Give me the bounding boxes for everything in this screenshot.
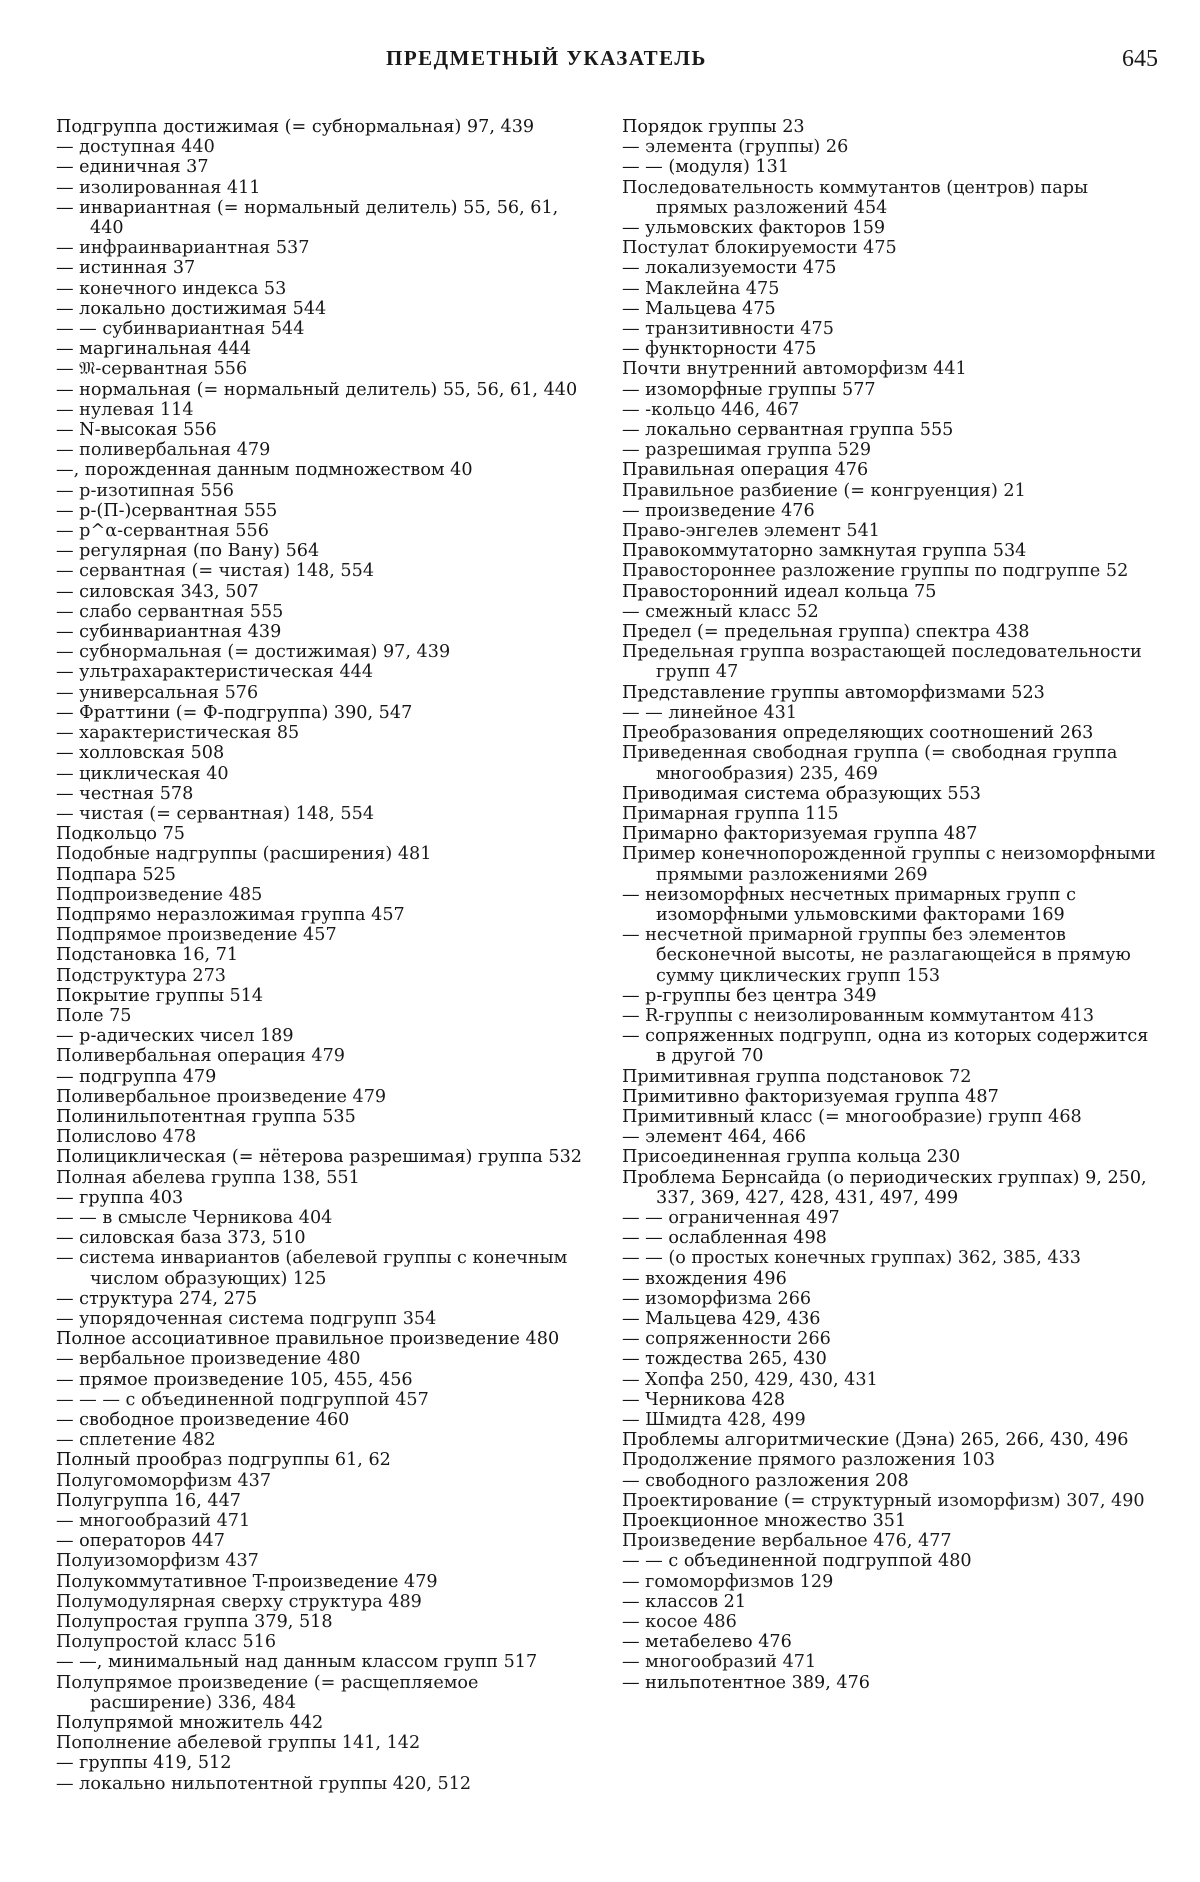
index-entry: — ульмовских факторов 159 bbox=[622, 218, 886, 239]
index-entry: — — с объединенной подгруппой 480 bbox=[622, 1551, 972, 1572]
index-entry: — изоморфные группы 577 bbox=[622, 379, 876, 400]
index-entry: — транзитивности 475 bbox=[622, 319, 834, 340]
index-entry: Полупрямой множитель 442 bbox=[56, 1713, 324, 1734]
index-entry: — сервантная (= чистая) 148, 554 bbox=[56, 561, 375, 582]
index-entry: Поливербальное произведение 479 bbox=[56, 1086, 387, 1107]
index-entry: — разрешимая группа 529 bbox=[622, 440, 872, 461]
index-entry: — доступная 440 bbox=[56, 137, 215, 158]
index-entry: — структура 274, 275 bbox=[56, 1288, 258, 1309]
index-entry: — свободное произведение 460 bbox=[56, 1410, 350, 1430]
index-entry: — поливербальная 479 bbox=[56, 440, 271, 461]
index-entry: — вербальное произведение 480 bbox=[56, 1349, 361, 1370]
index-entry: — многообразий 471 bbox=[622, 1652, 817, 1673]
index-entry: Подпара 525 bbox=[56, 864, 176, 885]
index-entry: Полупрямое произведение (= расщепляемое расширение) 336, 484 bbox=[56, 1672, 479, 1713]
index-entry: — субинвариантная 439 bbox=[56, 622, 282, 643]
index-entry: Приводимая система образующих 553 bbox=[622, 783, 981, 804]
index-entry: Присоединенная группа кольца 230 bbox=[622, 1147, 961, 1168]
index-entry: Проектирование (= структурный изоморфизм) 307, 490 bbox=[622, 1490, 1145, 1511]
index-entry: Подобные надгруппы (расширения) 481 bbox=[56, 844, 432, 865]
index-entry: Порядок группы 23 bbox=[622, 117, 805, 137]
index-entry: — p-изотипная 556 bbox=[56, 480, 234, 501]
index-entry: — p^α-сервантная 556 bbox=[56, 521, 269, 542]
index-entry: Правильная операция 476 bbox=[622, 460, 869, 481]
index-entry: — слабо сервантная 555 bbox=[56, 601, 284, 622]
index-entry: — классов 21 bbox=[622, 1591, 747, 1612]
index-entry: Правильное разбиение (= конгруенция) 21 bbox=[622, 480, 1026, 501]
index-entry: Приведенная свободная группа (= свободная группа многообразия) 235, 469 bbox=[622, 743, 1118, 784]
index-entry: —, порожденная данным подмножеством 40 bbox=[56, 460, 473, 481]
index-entry: — Черникова 428 bbox=[622, 1389, 786, 1410]
index-entry: Предельная группа возрастающей последовательности групп 47 bbox=[622, 642, 1142, 683]
index-entry: — Мальцева 429, 436 bbox=[622, 1308, 821, 1329]
index-entry: — — — с объединенной подгруппой 457 bbox=[56, 1389, 429, 1410]
index-entry: — гомоморфизмов 129 bbox=[622, 1571, 834, 1592]
index-entry: — элемента (группы) 26 bbox=[622, 137, 849, 158]
index-entry: Примитивно факторизуемая группа 487 bbox=[622, 1086, 999, 1107]
index-entry: — система инвариантов (абелевой группы с конечным числом образующих) 125 bbox=[56, 1248, 568, 1289]
index-entry: — косое 486 bbox=[622, 1612, 737, 1633]
index-entry: — локально достижимая 544 bbox=[56, 298, 327, 319]
index-entry: Полициклическая (= нётерова разрешимая) группа 532 bbox=[56, 1147, 582, 1168]
index-entry: Подструктура 273 bbox=[56, 965, 226, 986]
index-entry: — изолированная 411 bbox=[56, 177, 261, 198]
page-header bbox=[56, 42, 1160, 82]
index-entry: — —, минимальный над данным классом групп 517 bbox=[56, 1652, 538, 1673]
index-entry: Последовательность коммутантов (центров) пары прямых разложений 454 bbox=[622, 177, 1089, 218]
index-entry: Проблемы алгоритмические (Дэна) 265, 266, 430, 496 bbox=[622, 1430, 1129, 1451]
index-entry: — сопряженных подгрупп, одна из которых содержится в другой 70 bbox=[622, 1026, 1149, 1067]
index-entry: Представление группы автоморфизмами 523 bbox=[622, 682, 1045, 703]
index-entry: — — субинвариантная 544 bbox=[56, 319, 305, 340]
running-title: ПРЕДМЕТНЫЙ УКАЗАТЕЛЬ bbox=[386, 46, 707, 70]
index-entry: Подстановка 16, 71 bbox=[56, 945, 239, 966]
index-entry: — — ограниченная 497 bbox=[622, 1207, 840, 1228]
index-entry: — смежный класс 52 bbox=[622, 601, 819, 622]
index-entry: — инвариантная (= нормальный делитель) 55, 56, 61, 440 bbox=[56, 197, 559, 239]
index-entry: — изоморфизма 266 bbox=[622, 1288, 812, 1309]
index-entry: Пополнение абелевой группы 141, 142 bbox=[56, 1733, 421, 1754]
index-entry: Продолжение прямого разложения 103 bbox=[622, 1450, 996, 1471]
index-entry: Полумодулярная сверху структура 489 bbox=[56, 1591, 422, 1612]
index-entry: — — ослабленная 498 bbox=[622, 1228, 827, 1249]
index-entry: Подпроизведение 485 bbox=[56, 884, 263, 905]
index-entry: Произведение вербальное 476, 477 bbox=[622, 1531, 952, 1552]
index-entry: — — (о простых конечных группах) 362, 385, 433 bbox=[622, 1248, 1081, 1269]
index-entry: — метабелево 476 bbox=[622, 1632, 792, 1653]
index-entry: — характеристическая 85 bbox=[56, 723, 300, 744]
index-entry: — 𝔐-сервантная 556 bbox=[56, 359, 248, 380]
index-entry: — операторов 447 bbox=[56, 1531, 225, 1552]
index-entry: — многообразий 471 bbox=[56, 1511, 251, 1532]
index-entry: — силовская 343, 507 bbox=[56, 581, 259, 602]
index-entry: — конечного индекса 53 bbox=[56, 278, 287, 299]
index-entry: Полугомоморфизм 437 bbox=[56, 1470, 272, 1491]
index-entry: — p-(Π-)сервантная 555 bbox=[56, 500, 278, 521]
index-entry: Полная абелева группа 138, 551 bbox=[56, 1167, 360, 1188]
index-entry: — нулевая 114 bbox=[56, 399, 194, 420]
index-entry: Преобразования определяющих соотношений 263 bbox=[622, 723, 1094, 744]
index-entry: Примитивная группа подстановок 72 bbox=[622, 1066, 972, 1087]
index-entry: — циклическая 40 bbox=[56, 763, 229, 784]
index-entry: Примарная группа 115 bbox=[622, 803, 839, 824]
index-entry: Проекционное множество 351 bbox=[622, 1511, 907, 1532]
index-entry: — подгруппа 479 bbox=[56, 1066, 217, 1087]
index-entry: Подкольцо 75 bbox=[56, 824, 185, 845]
index-entry: — группа 403 bbox=[56, 1187, 184, 1208]
index-entry: — локально нильпотентной группы 420, 512 bbox=[56, 1773, 472, 1794]
index-entry: Примарно факторизуемая группа 487 bbox=[622, 824, 978, 845]
index-entry: — силовская база 373, 510 bbox=[56, 1228, 306, 1249]
index-entry: Постулат блокируемости 475 bbox=[622, 238, 897, 259]
index-entry: — Маклейна 475 bbox=[622, 278, 780, 299]
index-entry: Поле 75 bbox=[56, 1005, 132, 1026]
index-entry: Полислово 478 bbox=[56, 1127, 197, 1148]
index-entry: — p-адических чисел 189 bbox=[56, 1026, 294, 1047]
index-entry: — произведение 476 bbox=[622, 500, 815, 521]
index-entry: — субнормальная (= достижимая) 97, 439 bbox=[56, 642, 451, 663]
index-entry: — единичная 37 bbox=[56, 157, 209, 178]
index-entry: — Мальцева 475 bbox=[622, 298, 776, 319]
index-entry: Проблема Бернсайда (о периодических группах) 9, 250, 337, 369, 427, 428, 431, 497, 499 bbox=[622, 1167, 1147, 1208]
index-entry: Пример конечнопорожденной группы с неизоморфными прямыми разложениями 269 bbox=[622, 844, 1156, 885]
index-entry: Подпрямое произведение 457 bbox=[56, 925, 337, 946]
index-entry: — N-высокая 556 bbox=[56, 420, 217, 441]
index-entry: — упорядоченная система подгрупп 354 bbox=[56, 1308, 437, 1329]
index-entry: — локализуемости 475 bbox=[622, 258, 837, 279]
index-entry: Поливербальная операция 479 bbox=[56, 1046, 345, 1067]
index-entry: — сплетение 482 bbox=[56, 1430, 216, 1451]
index-entry: Примитивный класс (= многообразие) групп 468 bbox=[622, 1106, 1082, 1127]
index-entry: — сопряженности 266 bbox=[622, 1329, 831, 1350]
index-entry: — истинная 37 bbox=[56, 258, 196, 279]
index-entry: — элемент 464, 466 bbox=[622, 1127, 807, 1148]
index-entry: Право-энгелев элемент 541 bbox=[622, 521, 881, 542]
index-entry: — холловская 508 bbox=[56, 743, 225, 764]
index-entry: — R-группы с неизолированным коммутантом 413 bbox=[622, 1005, 1095, 1026]
index-entry: — Хопфа 250, 429, 430, 431 bbox=[622, 1369, 878, 1390]
page-number: 645 bbox=[1122, 46, 1158, 72]
index-entry: Полукоммутативное T-произведение 479 bbox=[56, 1571, 438, 1592]
index-entry: Правостороннее разложение группы по подгруппе 52 bbox=[622, 561, 1129, 582]
index-entry: — регулярная (по Вану) 564 bbox=[56, 541, 320, 562]
index-entry: — универсальная 576 bbox=[56, 682, 259, 703]
index-entry: Покрытие группы 514 bbox=[56, 985, 264, 1006]
index-entry: — -кольцо 446, 467 bbox=[622, 399, 800, 420]
index-entry: — тождества 265, 430 bbox=[622, 1349, 827, 1370]
index-entry: — — (модуля) 131 bbox=[622, 157, 790, 178]
index-entry: — маргинальная 444 bbox=[56, 339, 252, 360]
index-entry: — честная 578 bbox=[56, 783, 194, 804]
index-entry: — — в смысле Черникова 404 bbox=[56, 1207, 333, 1228]
index-entry: Полупростая группа 379, 518 bbox=[56, 1612, 333, 1633]
index-entry: — свободного разложения 208 bbox=[622, 1470, 909, 1491]
index-entry: — нильпотентное 389, 476 bbox=[622, 1672, 870, 1693]
index-entry: Подгруппа достижимая (= субнормальная) 97, 439 bbox=[56, 117, 535, 137]
index-entry: Полное ассоциативное правильное произведение 480 bbox=[56, 1329, 560, 1350]
index-entry: — неизоморфных несчетных примарных групп с изоморфными ульмовскими факторами 169 bbox=[622, 884, 1076, 925]
index-entry: Правокоммутаторно замкнутая группа 534 bbox=[622, 541, 1027, 562]
index-entry: — группы 419, 512 bbox=[56, 1753, 232, 1774]
index-entry: — ультрахарактеристическая 444 bbox=[56, 662, 374, 683]
index-entry: — Фраттини (= Ф-подгруппа) 390, 547 bbox=[56, 702, 413, 723]
index-entry: — p-группы без центра 349 bbox=[622, 985, 877, 1006]
index-entry: Полинильпотентная группа 535 bbox=[56, 1106, 356, 1127]
index-entry: — инфраинвариантная 537 bbox=[56, 238, 310, 259]
index-entry: — чистая (= сервантная) 148, 554 bbox=[56, 803, 375, 824]
index-entry: — Шмидта 428, 499 bbox=[622, 1410, 806, 1430]
index-entry: — функторности 475 bbox=[622, 339, 817, 360]
index-entry: — локально сервантная группа 555 bbox=[622, 420, 954, 441]
index-entry: — нормальная (= нормальный делитель) 55, 56, 61, 440 bbox=[56, 379, 578, 400]
index-entry: Почти внутренний автоморфизм 441 bbox=[622, 359, 967, 380]
index-entry: — прямое произведение 105, 455, 456 bbox=[56, 1369, 413, 1390]
index-entry: Полупростой класс 516 bbox=[56, 1632, 277, 1653]
index-column-right bbox=[622, 117, 1156, 1693]
index-entry: Предел (= предельная группа) спектра 438 bbox=[622, 622, 1030, 643]
index-entry: Полный прообраз подгруппы 61, 62 bbox=[56, 1450, 391, 1471]
index-entry: Полугруппа 16, 447 bbox=[56, 1490, 241, 1511]
index-entry: Подпрямо неразложимая группа 457 bbox=[56, 904, 405, 925]
index-entry: Полуизоморфизм 437 bbox=[56, 1551, 259, 1572]
index-entry: — — линейное 431 bbox=[622, 702, 798, 723]
index-entry: Правосторонний идеал кольца 75 bbox=[622, 581, 937, 602]
index-entry: — вхождения 496 bbox=[622, 1268, 787, 1289]
index-entry: — несчетной примарной группы без элементов бесконечной высоты, не разлагающейся в прямую сумму циклических групп 153 bbox=[622, 925, 1131, 986]
index-column-left bbox=[56, 117, 586, 1794]
